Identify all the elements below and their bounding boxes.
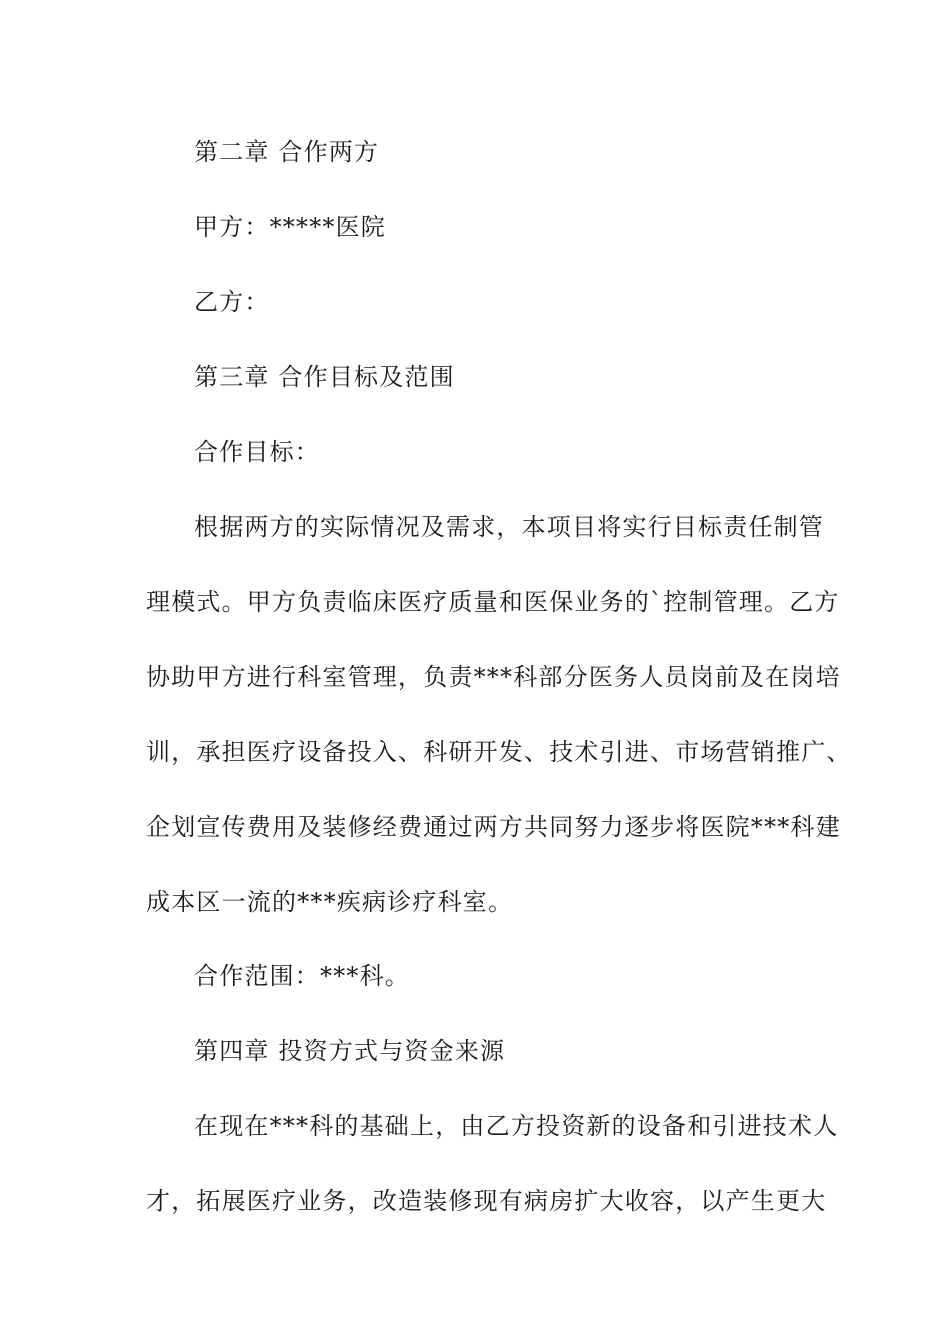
paragraph-line: 协助甲方进行科室管理，负责***科部分医务人员岗前及在岗培 bbox=[146, 663, 841, 691]
party-a-line: 甲方：*****医院 bbox=[194, 213, 386, 241]
paragraph-line: 根据两方的实际情况及需求，本项目将实行目标责任制管 bbox=[194, 513, 824, 541]
chapter-four-heading: 第四章 投资方式与资金来源 bbox=[194, 1037, 506, 1065]
paragraph-line: 理模式。甲方负责临床医疗质量和医保业务的`控制管理。乙方 bbox=[146, 588, 840, 616]
paragraph-line: 在现在***科的基础上，由乙方投资新的设备和引进技术人 bbox=[194, 1112, 839, 1140]
cooperation-goal-label: 合作目标： bbox=[194, 438, 320, 466]
paragraph-line: 训，承担医疗设备投入、科研开发、技术引进、市场营销推广、 bbox=[146, 738, 852, 766]
paragraph-line: 企划宣传费用及装修经费通过两方共同努力逐步将医院***科建 bbox=[146, 813, 841, 841]
paragraph-line: 成本区一流的***疾病诊疗科室。 bbox=[146, 888, 514, 916]
cooperation-scope-line: 合作范围：***科。 bbox=[194, 962, 410, 990]
chapter-two-heading: 第二章 合作两方 bbox=[194, 138, 380, 166]
chapter-three-heading: 第三章 合作目标及范围 bbox=[194, 363, 455, 391]
party-b-line: 乙方： bbox=[194, 288, 270, 316]
paragraph-line: 才，拓展医疗业务，改造装修现有病房扩大收容，以产生更大 bbox=[146, 1187, 827, 1215]
